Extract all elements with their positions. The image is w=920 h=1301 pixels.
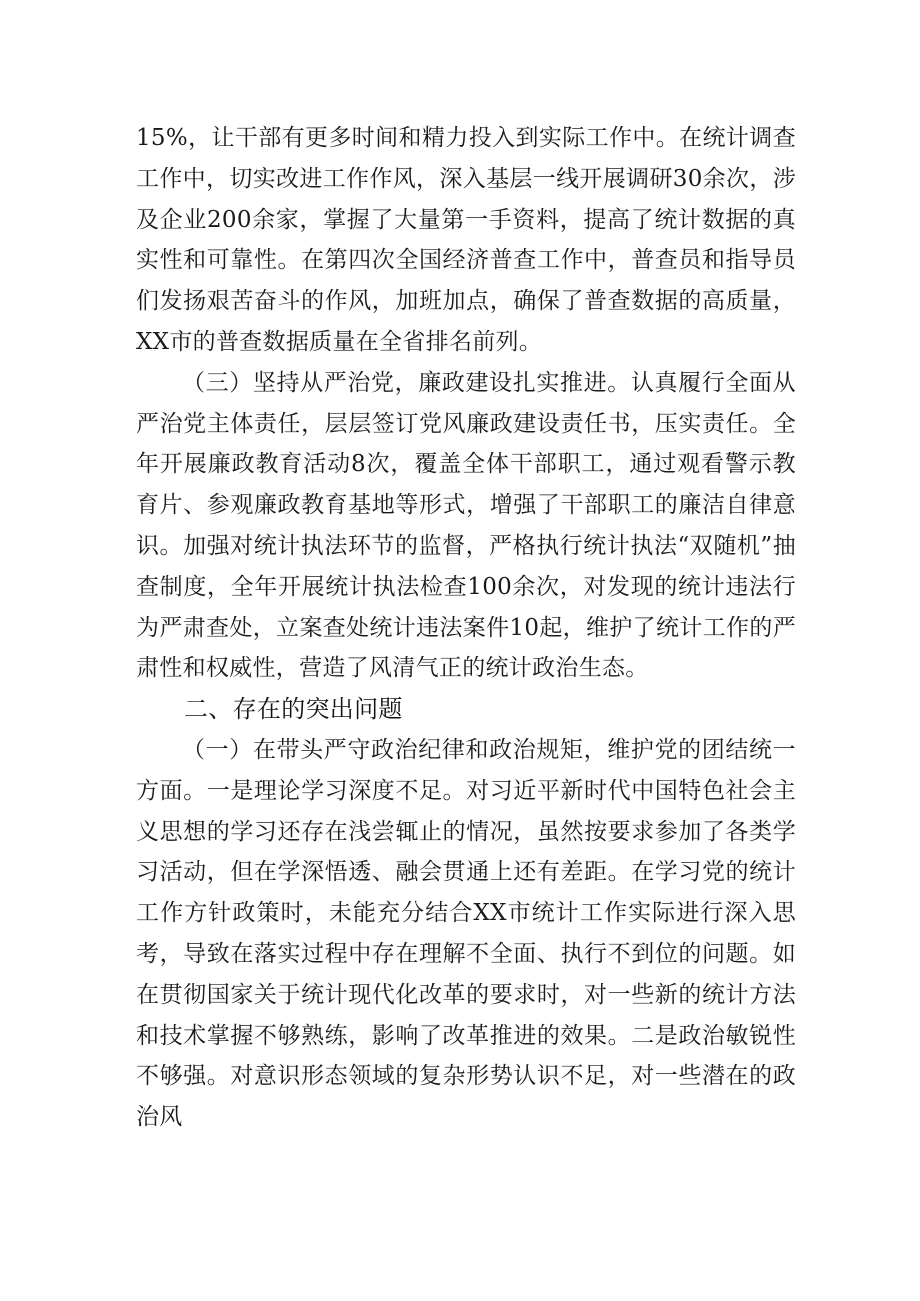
document-body [136, 118, 796, 1138]
section-heading: 二、存在的突出问题 [184, 695, 403, 724]
paragraph-political-discipline: （一）在带头严守政治纪律和政治规矩，维护党的团结统一方面。一是理论学习深度不足。对习近平新时代中国特色社会主义思想的学习还存在浅尝辄止的情况，虽然按要求参加了各类学习活动，但在学深悟透、融会贯通上还有差距。在学习党的统计工作方针政策时，未能充分结合XX市统计工作实际进行深入思考，导致在落实过程中存在理解不全面、执行不到位的问题。如在贯彻国家关于统计现代化改革的要求时，对一些新的统计方法和技术掌握不够熟练，影响了改革推进的效果。二是政治敏锐性不够强。对意识形态领域的复杂形势认识不足，对一些潜在的政治风 [136, 736, 796, 1131]
paragraph-work-style: 15%，让干部有更多时间和精力投入到实际工作中。在统计调查工作中，切实改进工作作风，深入基层一线开展调研30余次，涉及企业200余家，掌握了大量第一手资料，提高了统计数据的真实性和可靠性。在第四次全国经济普查工作中，普查员和指导员们发扬艰苦奋斗的作风，加班加点，确保了普查数据的高质量，XX市的普查数据质量在全省排名前列。 [136, 125, 796, 355]
paragraph-party-discipline: （三）坚持从严治党，廉政建设扎实推进。认真履行全面从严治党主体责任，层层签订党风廉政建设责任书，压实责任。全年开展廉政教育活动8次，覆盖全体干部职工，通过观看警示教育片、参观廉政教育基地等形式，增强了干部职工的廉洁自律意识。加强对统计执法环节的监督，严格执行统计执法“双随机”抽查制度，全年开展统计执法检查100余次，对发现的统计违法行为严肃查处，立案查处统计违法案件10起，维护了统计工作的严肃性和权威性，营造了风清气正的统计政治生态。 [136, 369, 796, 682]
